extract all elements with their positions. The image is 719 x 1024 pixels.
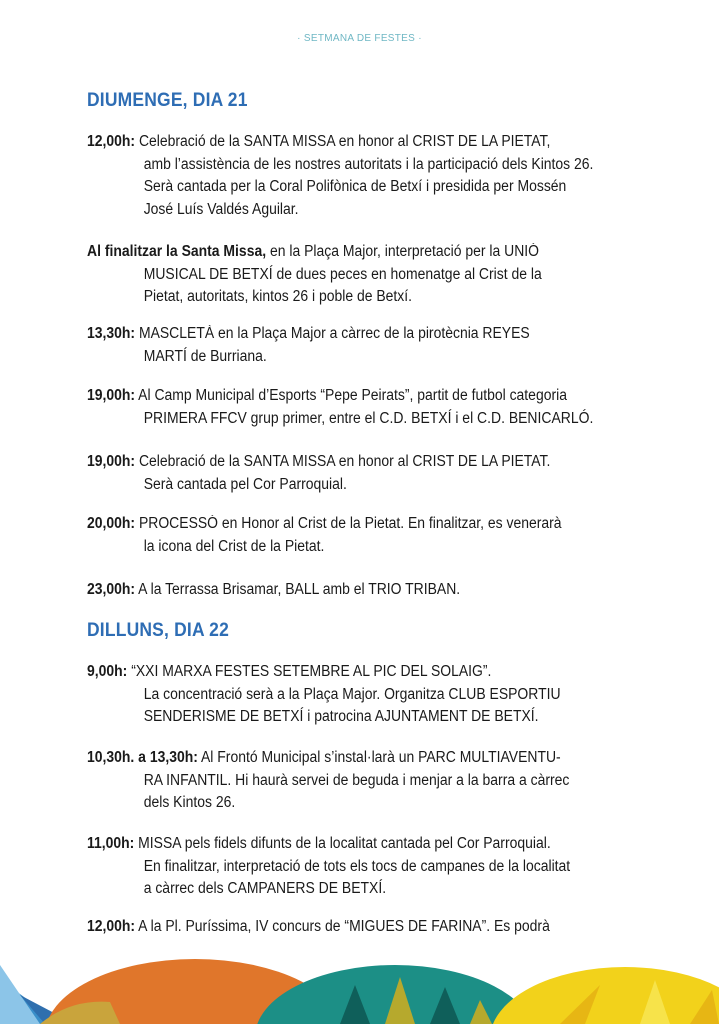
entry-continuation-line: a càrrec dels CAMPANERS DE BETXÍ. (143, 880, 387, 898)
program-entry (87, 241, 647, 309)
entry-first-line (87, 241, 647, 264)
entry-description: Celebració de la SANTA MISSA en honor al CRIST DE LA PIETAT, (135, 133, 551, 150)
entry-time: 20,00h: (87, 515, 136, 532)
entry-description: MASCLETÀ en la Plaça Major a càrrec de la pirotècnia REYES (135, 325, 530, 342)
entry-time: 19,00h: (87, 387, 136, 404)
entry-description: Al Camp Municipal d’Esports “Pepe Peirats”, partit de futbol categoria (135, 387, 567, 404)
entry-description: PROCESSÓ en Honor al Crist de la Pietat. En finalitzar, es venerarà (135, 515, 562, 532)
footer-yellow-circle (490, 967, 719, 1024)
entry-continuation-line: La concentració serà a la Plaça Major. Organitza CLUB ESPORTIU (143, 685, 561, 703)
entry-first-line (87, 131, 647, 154)
entry-continuation-line: Pietat, autoritats, kintos 26 i poble de Betxí. (143, 288, 413, 306)
program-entry (87, 661, 647, 729)
program-entry (87, 833, 647, 901)
program-entry (87, 451, 647, 496)
entry-continuation-line: RA INFANTIL. Hi haurà servei de beguda i menjar a la barra a càrrec (143, 771, 570, 789)
entry-time: 19,00h: (87, 453, 136, 470)
entry-first-line (87, 385, 647, 408)
running-header: · SETMANA DE FESTES · (297, 33, 422, 44)
section-title: DILLUNS, DIA 22 (87, 620, 229, 641)
entry-continuation-line: SENDERISME DE BETXÍ i patrocina AJUNTAMENT DE BETXÍ. (143, 708, 539, 726)
entry-first-line (87, 916, 647, 939)
entry-continuation-line: la icona del Crist de la Pietat. (143, 537, 325, 555)
entry-time: 12,00h: (87, 133, 136, 150)
program-entry (87, 131, 647, 221)
footer-teal-circle (255, 965, 535, 1024)
decorative-footer-graphic (0, 955, 719, 1024)
entry-description: “XXI MARXA FESTES SETEMBRE AL PIC DEL SOLAIG”. (127, 663, 492, 680)
entry-time: 23,00h: (87, 581, 136, 598)
entry-description: A la Terrassa Brisamar, BALL amb el TRIO TRIBAN. (135, 581, 461, 598)
program-entry (87, 323, 647, 368)
entry-description: Celebració de la SANTA MISSA en honor al CRIST DE LA PIETAT. (135, 453, 551, 470)
program-entry (87, 385, 647, 430)
entry-continuation-line: MUSICAL DE BETXÍ de dues peces en homenatge al Crist de la (143, 265, 542, 283)
entry-time: 12,00h: (87, 918, 136, 935)
program-entry (87, 916, 647, 939)
entry-continuation-line: Serà cantada pel Cor Parroquial. (143, 475, 347, 493)
entry-first-line (87, 747, 647, 770)
entry-continuation-line: amb l’assistència de les nostres autoritats i la participació dels Kintos 26. (143, 155, 594, 173)
entry-continuation-line: MARTÍ de Burriana. (143, 347, 267, 365)
entry-description: Al Frontó Municipal s’instal·larà un PARC MULTIAVENTU- (197, 749, 561, 766)
entry-continuation-line: En finalitzar, interpretació de tots els tocs de campanes de la localitat (143, 857, 571, 875)
entry-continuation-line: Serà cantada per la Coral Polifònica de Betxí i presidida per Mossén (143, 178, 567, 196)
entry-continuation-line: PRIMERA FFCV grup primer, entre el C.D. BETXÍ i el C.D. BENICARLÓ. (143, 409, 594, 427)
entry-first-line (87, 833, 647, 856)
program-entry (87, 747, 647, 815)
entry-description: MISSA pels fidels difunts de la localitat cantada pel Cor Parroquial. (134, 835, 551, 852)
entry-time: 9,00h: (87, 663, 128, 680)
entry-time: 11,00h: (87, 835, 135, 852)
entry-time: 13,30h: (87, 325, 136, 342)
entry-first-line (87, 323, 647, 346)
entry-continuation-line: José Luís Valdés Aguilar. (143, 200, 299, 218)
entry-time: 10,30h. a 13,30h: (87, 749, 198, 766)
entry-first-line (87, 661, 647, 684)
program-entry (87, 513, 647, 558)
section-title: DIUMENGE, DIA 21 (87, 90, 248, 111)
entry-description: en la Plaça Major, interpretació per la UNIÓ (266, 243, 540, 260)
entry-continuation-line: dels Kintos 26. (143, 794, 236, 812)
entry-first-line (87, 513, 647, 536)
entry-first-line (87, 579, 647, 602)
entry-description: A la Pl. Puríssima, IV concurs de “MIGUES DE FARINA”. Es podrà (135, 918, 550, 935)
entry-time: Al finalitzar la Santa Missa, (87, 243, 267, 260)
program-entry (87, 579, 647, 602)
entry-first-line (87, 451, 647, 474)
